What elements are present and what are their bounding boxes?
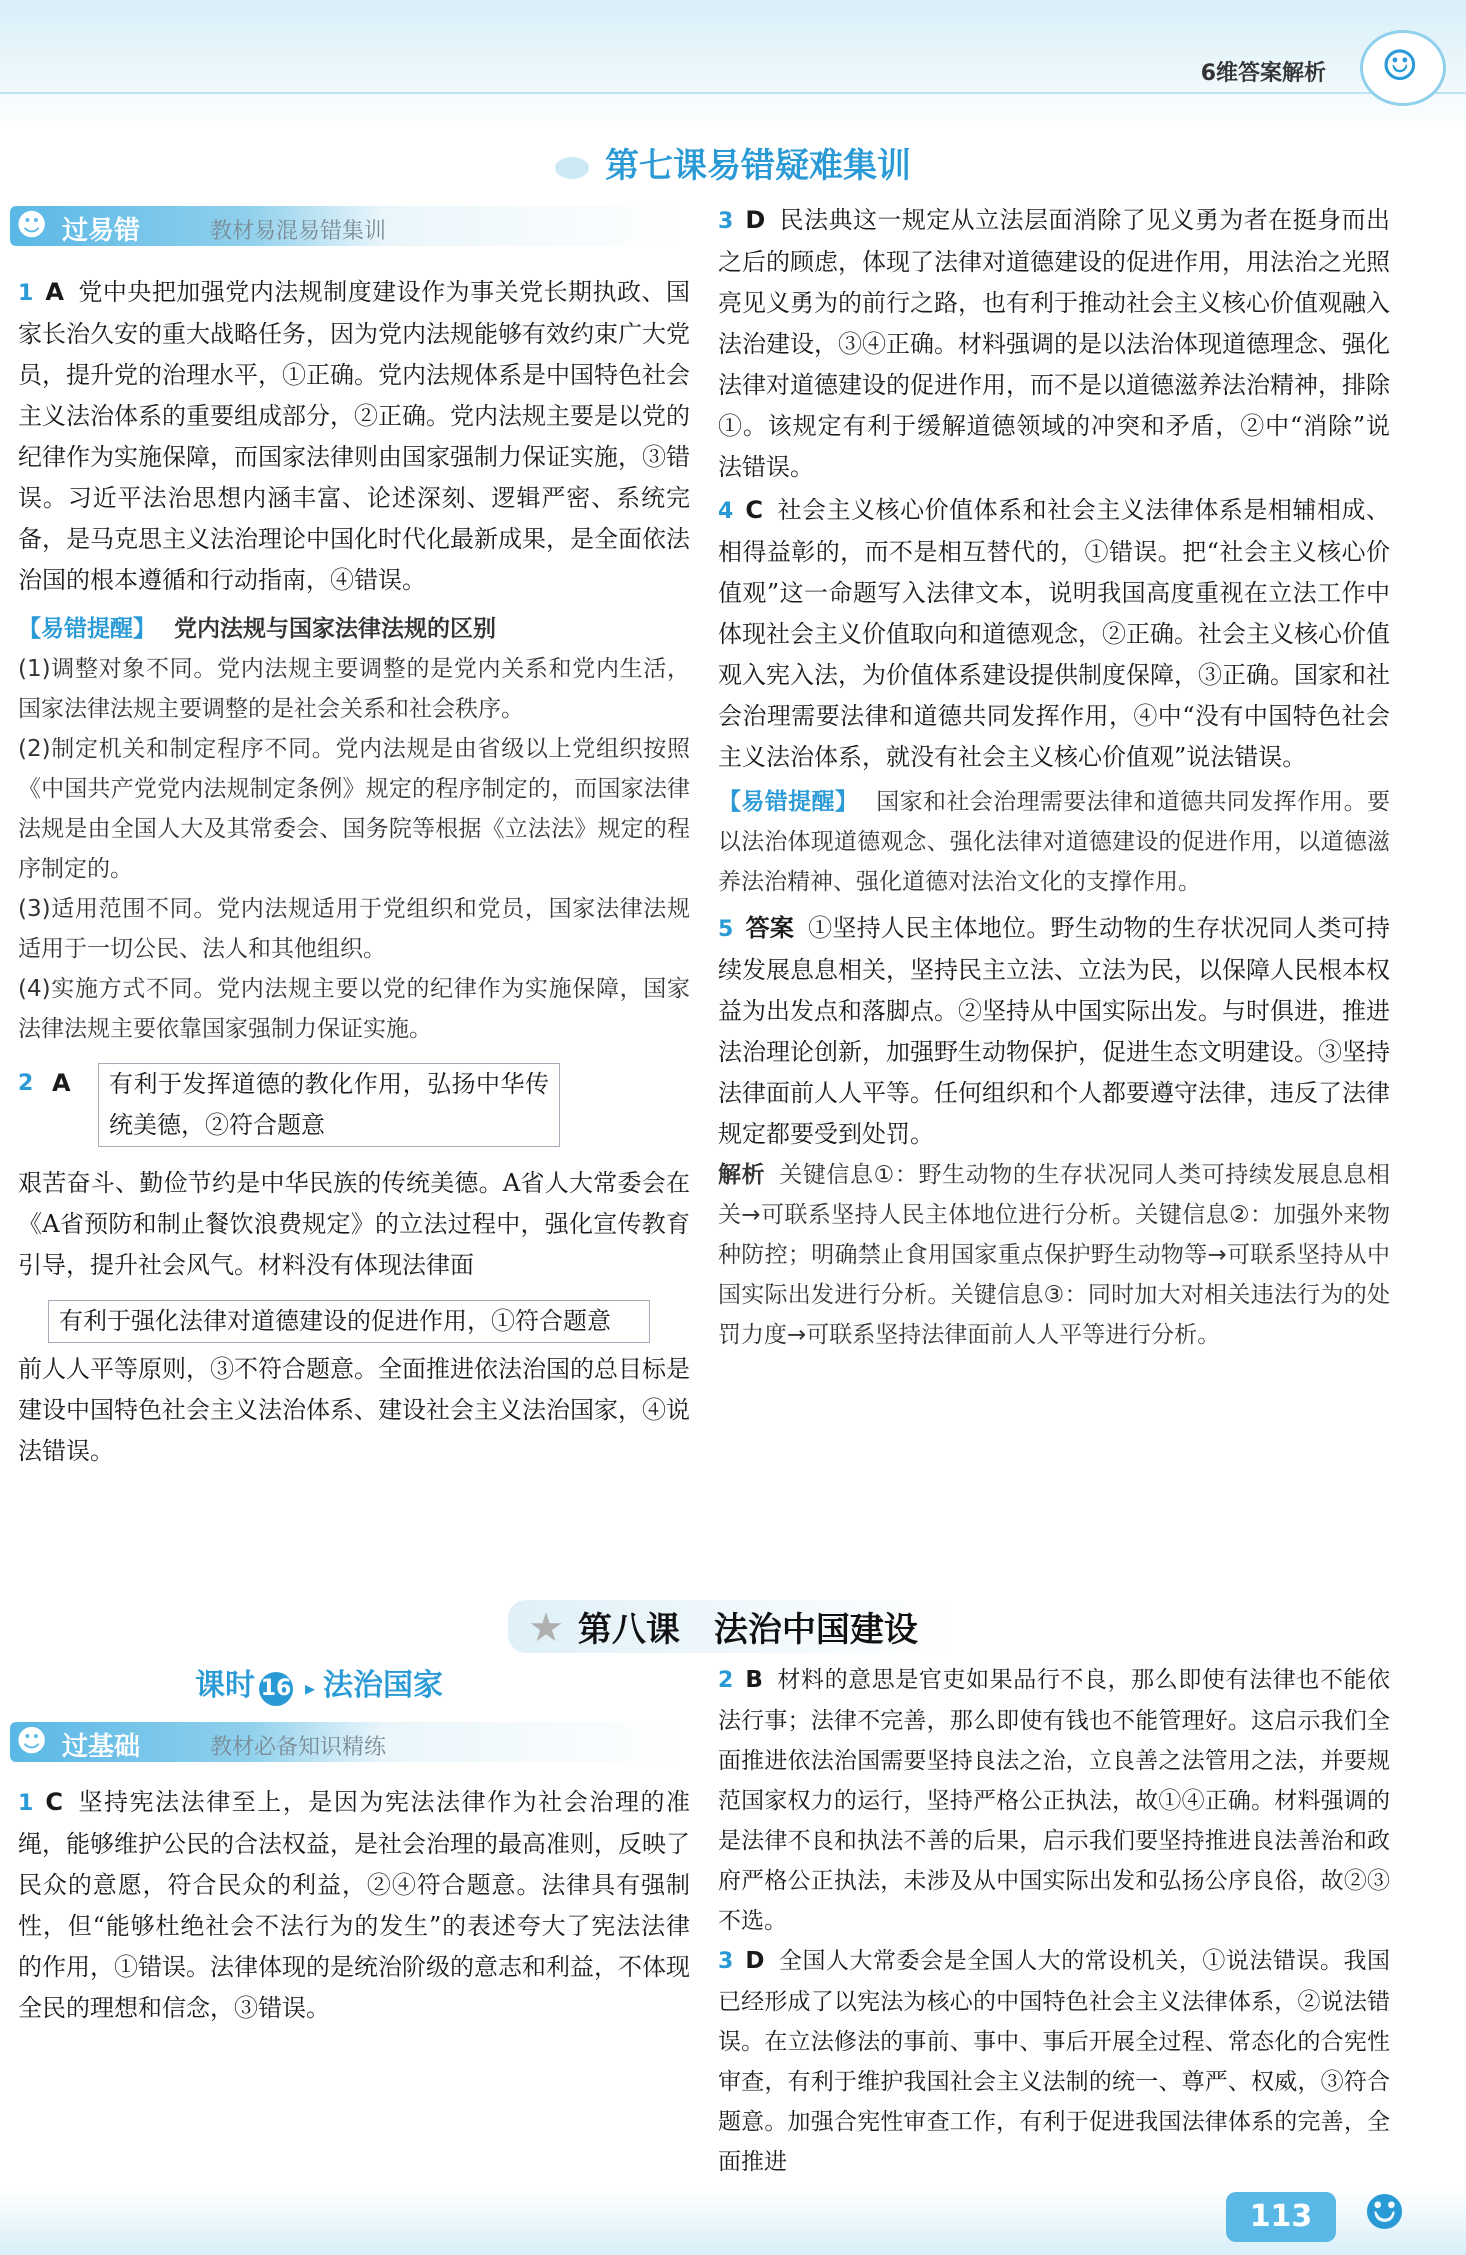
mascot-small-icon: ☻	[16, 208, 48, 243]
analysis-5: 解析 关键信息①：野生动物的生存状况同人类可持续发展息息相关→可联系坚持人民主体地位进行分析。关键信息②：加强外来物种防控；明确禁止食用国家重点保护野生动物等→可联系坚持从中国实际出发进行分析。关键信息③：同时加大对相关违法行为的处罚力度→可联系坚持法律面前人人平等进行分析。	[718, 1162, 1390, 1348]
lesson8-title: ★ 第八课 法治中国建设	[0, 1600, 1466, 1653]
question-2: 2 A 有利于发挥道德的教化作用，弘扬中华传统美德，②符合题意 艰苦奋斗、勤俭节约是中华民族的传统美德。A省人大常委会在《A省预防和制止餐饮浪费规定》的立法过程中，强化宣传教育引导，提升社会风气。材料没有体现法律面 有利于强化法律对道德建设的促进作用，①符合题意 前人人平等原则，③不符合题意。全面推进依法治国的总目标是建设中国特色社会主义法治体系、建设社会主义法治国家，④说法错误。	[18, 1063, 690, 1472]
tip-box-1: 【易错提醒】 党内法规与国家法律法规的区别 (1)调整对象不同。党内法规主要调整的是党内关系和党内生活，国家法律法规主要调整的是社会关系和社会秩序。 (2)制定机关和制定程序不同。党内法规是由省级以上党组织按照《中国共产党党内法规制定条例》规定的程序制定的，而国家法律法规是由全国人大及其常委会、国务院等根据《立法法》规定的程序制定的。 (3)适用范围不同。党内法规适用于党组织和党员，国家法律法规适用于一切公民、法人和其他组织。 (4)实施方式不同。党内法规主要以党的纪律作为实施保障，国家法律法规主要依靠国家强制力保证实施。	[18, 609, 690, 1049]
right-column-lesson8	[718, 1660, 1390, 2182]
question-8-1: 1 C 坚持宪法法律至上，是因为宪法法律作为社会治理的准绳，能够维护公民的合法权益，是社会治理的最高准则，反映了民众的意愿，符合民众的利益，②④符合题意。法律具有强制性，但“能够杜绝社会不法行为的发生”的表述夸大了宪法法律的作用，①错误。法律体现的是统治阶级的意志和利益，不体现全民的理想和信念，③错误。	[18, 1788, 690, 2022]
question-3: 3 D 民法典这一规定从立法层面消除了见义勇为者在挺身而出之后的顾虑，体现了法律对道德建设的促进作用，用法治之光照亮见义勇为的前行之路，也有利于推动社会主义核心价值观融入法治建设，③④正确。材料强调的是以法治体现道德理念、强化法律对道德建设的促进作用，而不是以道德滋养法治精神，排除①。该规定有利于缓解道德领域的冲突和矛盾，②中“消除”说法错误。	[718, 206, 1390, 481]
star-icon: ★	[528, 1605, 564, 1651]
tip-item: (2)制定机关和制定程序不同。党内法规是由省级以上党组织按照《中国共产党党内法规制定条例》规定的程序制定的，而国家法律法规是由全国人大及其常委会、国务院等根据《立法法》规定的程序制定的。	[18, 736, 690, 882]
lesson-number-badge: 16	[259, 1672, 293, 1706]
tip-item: (3)适用范围不同。党内法规适用于党组织和党员，国家法律法规适用于一切公民、法人和其他组织。	[18, 896, 690, 962]
mascot-small-icon: ☻	[16, 1724, 48, 1759]
annotation-box-2: 有利于强化法律对道德建设的促进作用，①符合题意	[48, 1300, 650, 1343]
left-column-lesson8	[18, 1782, 690, 2029]
mascot-footer-icon: ☻	[1362, 2185, 1406, 2241]
mascot-icon	[1360, 30, 1446, 106]
section-banner-basics	[10, 1722, 690, 1762]
flower-icon	[555, 157, 589, 179]
tip-item: (4)实施方式不同。党内法规主要以党的纪律作为实施保障，国家法律法规主要依靠国家强制力保证实施。	[18, 976, 690, 1042]
question-8-3: 3 D 全国人大常委会是全国人大的常设机关，①说法错误。我国已经形成了以宪法为核心的中国特色社会主义法律体系，②说法错误。在立法修法的事前、事中、事后开展全过程、常态化的合宪性审查，有利于维护我国社会主义法制的统一、尊严、权威，③符合题意。加强合宪性审查工作，有利于促进我国法律体系的完善，全面推进	[718, 1948, 1390, 2175]
annotation-box-1: 有利于发挥道德的教化作用，弘扬中华传统美德，②符合题意	[98, 1063, 560, 1147]
banner-subtitle: 教材必备知识精练	[210, 1735, 387, 1760]
question-2-text-2: 前人人平等原则，③不符合题意。全面推进依法治国的总目标是建设中国特色社会主义法治体系、建设社会主义法治国家，④说法错误。	[18, 1355, 690, 1465]
lesson7-title: 第七课易错疑难集训	[0, 138, 1466, 187]
question-4: 4 C 社会主义核心价值体系和社会主义法律体系是相辅相成、相得益彰的，而不是相互替代的，①错误。把“社会主义核心价值观”这一命题写入法律文本，说明我国高度重视在立法工作中体现社会主义价值取向和道德观念，②正确。社会主义核心价值观入宪入法，为价值体系建设提供制度保障，③正确。国家和社会治理需要法律和道德共同发挥作用，④中“没有中国特色社会主义法治体系，就没有社会主义核心价值观”说法错误。	[718, 496, 1390, 771]
question-8-2: 2 B 材料的意思是官吏如果品行不良，那么即使有法律也不能依法行事；法律不完善，那么即使有钱也不能管理好。这启示我们全面推进依法治国需要坚持良法之治，立良善之法管用之法，并要规范国家权力的运行，坚持严格公正执法，故①④正确。材料强调的是法律不良和执法不善的后果，启示我们要坚持推进良法善治和政府严格公正执法，未涉及从中国实际出发和弘扬公序良俗，故②③不选。	[718, 1667, 1390, 1934]
section-banner-errors	[10, 206, 690, 246]
header-divider	[0, 92, 1466, 94]
triangle-icon: ▸	[305, 1676, 316, 1700]
tip-item: (1)调整对象不同。党内法规主要调整的是党内关系和党内生活，国家法律法规主要调整的是社会关系和社会秩序。	[18, 656, 690, 722]
banner-title: 过易错	[62, 216, 141, 246]
page-number: 113	[1226, 2192, 1336, 2242]
question-5: 5 答案 ①坚持人民主体地位。野生动物的生存状况同人类可持续发展息息相关，坚持民主立法、立法为民，以保障人民根本权益为出发点和落脚点。②坚持从中国实际出发。与时俱进，推进法治理论创新，加强野生动物保护，促进生态文明建设。③坚持法律面前人人平等。任何组织和个人都要遵守法律，违反了法律规定都要受到处罚。	[718, 914, 1391, 1148]
banner-subtitle: 教材易混易错集训	[210, 219, 387, 244]
left-column-lesson7	[18, 272, 690, 1472]
question-2-text-1: 艰苦奋斗、勤俭节约是中华民族的传统美德。A省人大常委会在《A省预防和制止餐饮浪费规定》的立法过程中，强化宣传教育引导，提升社会风气。材料没有体现法律面	[18, 1169, 690, 1279]
right-column-lesson7	[718, 200, 1390, 1355]
question-1: 1 A 党中央把加强党内法规制度建设作为事关党长期执政、国家长治久安的重大战略任务，因为党内法规能够有效约束广大党员，提升党的治理水平，①正确。党内法规体系是中国特色社会主义法治体系的重要组成部分，②正确。党内法规主要是以党的纪律作为实施保障，而国家法律则由国家强制力保证实施，③错误。习近平法治思想内涵丰富、论述深刻、逻辑严密、系统完备，是马克思主义法治理论中国化时代化最新成果，是全面依法治国的根本遵循和行动指南，④错误。	[18, 278, 690, 594]
tip-box-2: 【易错提醒】 国家和社会治理需要法律和道德共同发挥作用。要以法治体现道德观念、强化法律对道德建设的促进作用，以道德滋养法治精神、强化道德对法治文化的支撑作用。	[718, 789, 1391, 895]
header-title: 6维答案解析	[1200, 61, 1326, 86]
banner-title: 过基础	[62, 1732, 141, 1762]
lesson-heading: 课时 16 ▸ 法治国家	[195, 1660, 443, 1706]
